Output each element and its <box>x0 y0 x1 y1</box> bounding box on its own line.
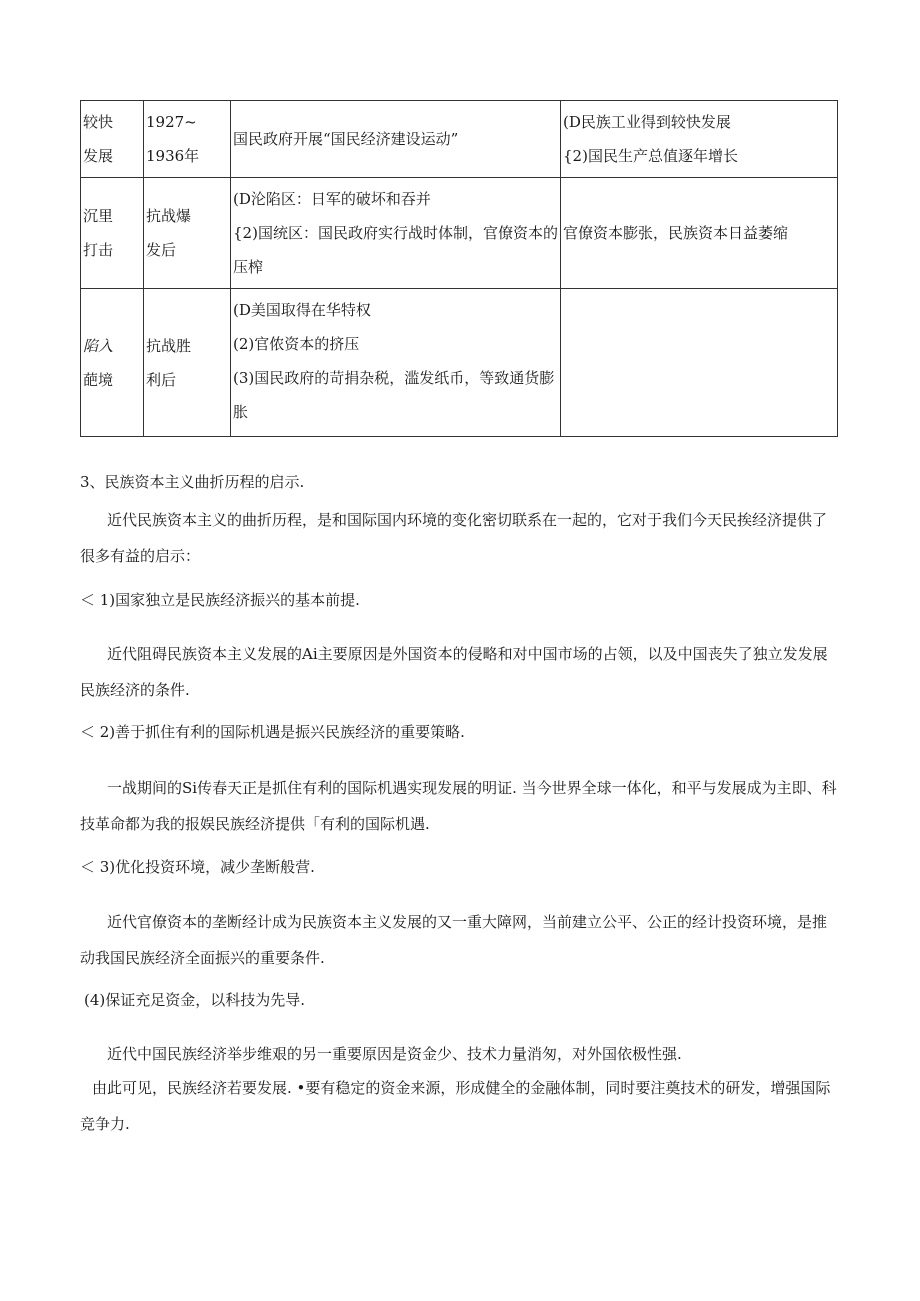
cause-text: (D沦陷区：日军的破坏和吞并 <box>233 190 431 208</box>
period-text: 利后 <box>146 370 177 389</box>
item-title: ＜ 2)善于抓住有利的国际机遇是振兴民族经济的重要策略. <box>80 723 465 741</box>
result-text: {2)国民生产总值逐年增长 <box>563 147 738 165</box>
cause-text: {2)国统区：国民政府实行战时体制，官僚资本的压榨 <box>233 224 558 276</box>
stage-text: 打击 <box>83 241 114 259</box>
period-text: 1936年 <box>146 147 200 165</box>
section-heading: 3、民族资本主义曲折历程的启示. <box>80 473 305 491</box>
table-row <box>81 289 838 437</box>
period-text: 抗战胜 <box>146 336 192 355</box>
cause-text: 国民政府开展“国民经济建设运动” <box>233 130 459 148</box>
period-text: 发后 <box>146 241 177 259</box>
stage-cell <box>81 289 144 437</box>
table-row <box>81 178 838 289</box>
item-title: ＜ 1)国家独立是民族经济振兴的基本前提. <box>80 591 360 609</box>
results-cell <box>561 178 838 289</box>
period-text: 1927~ <box>146 113 197 131</box>
causes-cell <box>231 289 561 437</box>
item-paragraph: 近代中国民族经济举步维艰的另一重要原因是资金少、技术力量消匆，对外国依极性强. <box>107 1045 682 1063</box>
period-cell <box>144 178 231 289</box>
period-text: 抗战爆 <box>146 207 192 225</box>
stage-text: 发展 <box>83 147 114 165</box>
history-table <box>80 100 838 437</box>
cause-text: (3)国民政府的苛捐杂税，滥发纸币，等致通货膨胀 <box>233 369 555 421</box>
results-cell <box>561 101 838 178</box>
stage-cell <box>81 178 144 289</box>
item-paragraph: 近代官僚资本的垄断经计成为民族资本主义发展的又一重大障网，当前建立公平、公正的经计投资环境，是推动我国民族经济全面振兴的重要条件. <box>80 913 828 967</box>
stage-text: 较快 <box>83 113 114 131</box>
stage-text: 沉里 <box>83 207 114 225</box>
cause-text: (D美国取得在华特权 <box>233 301 371 319</box>
result-text: 官僚资本膨张，民族资本日益萎缩 <box>563 224 789 242</box>
causes-cell <box>231 101 561 178</box>
item-paragraph: 一战期间的Si传春天正是抓住有利的国际机遇实现发展的明证. 当今世界全球一体化，和平与发展成为主即、科技革命都为我的报娱民族经济提供「有利的国际机遇. <box>80 779 837 833</box>
stage-text: 陷入 <box>83 336 114 355</box>
result-text: (D民族工业得到较快发展 <box>563 113 731 131</box>
stage-text: 葩境 <box>83 370 114 389</box>
cause-text: (2)官侬资本的挤压 <box>233 335 360 353</box>
conclusion-paragraph: 由此可见，民族经济若要发展. •要有稳定的资金来源，形成健全的金融体制，同时要注奠技术的研发，增强国际竞争力. <box>80 1079 831 1133</box>
table-row <box>81 101 838 178</box>
item-title: ＜ 3)优化投资环境，减少垄断般营. <box>80 858 315 876</box>
causes-cell <box>231 178 561 289</box>
period-cell <box>144 101 231 178</box>
period-cell <box>144 289 231 437</box>
item-title: (4)保证充足资金，以科技为先导. <box>84 991 306 1009</box>
item-paragraph: 近代阻碍民族资本主义发展的Ai主要原因是外国资本的侵略和对中国市场的占领，以及中国丧失了独立发发展民族经济的条件. <box>80 645 828 699</box>
stage-cell <box>81 101 144 178</box>
intro-paragraph: 近代民族资本主义的曲折历程，是和国际国内环境的变化密切联系在一起的，它对于我们今天民挨经济提供了很多有益的启示： <box>80 511 828 565</box>
results-cell <box>561 289 838 437</box>
